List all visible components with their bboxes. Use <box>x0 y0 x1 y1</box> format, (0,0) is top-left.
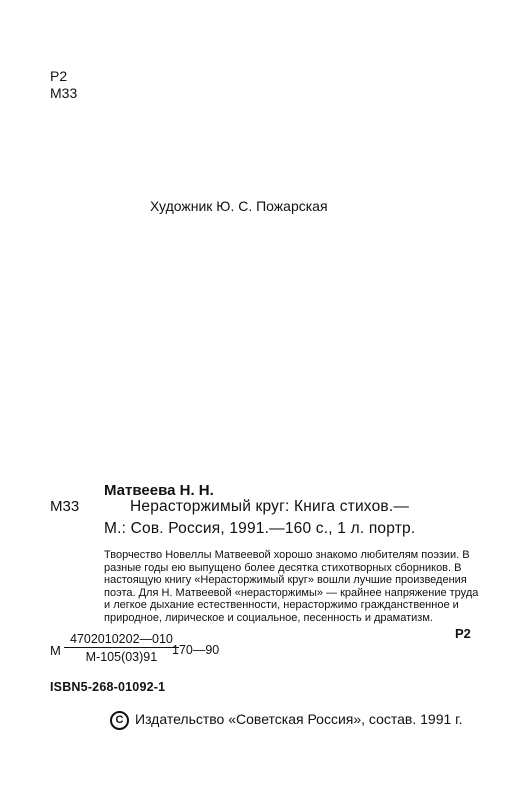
publication-info-line: М.: Сов. Россия, 1991.—160 с., 1 л. портр. <box>104 520 416 537</box>
illustrator-credit: Художник Ю. С. Пожарская <box>150 198 328 214</box>
book-title-line: Нерасторжимый круг: Книга стихов.— <box>130 498 410 515</box>
price-code-number: 170—90 <box>172 643 220 657</box>
udc-classification <box>50 68 77 102</box>
copyright-icon: C <box>110 711 129 730</box>
copyright-text: Издательство «Советская Россия», состав. 1991 г. <box>135 711 463 728</box>
annotation-text: Творчество Новеллы Матвеевой хорошо знакомо любителям поэзии. В разные годы ею выпущено более десятка стихотворных сборников. В настоящую книгу «Нерасторжимый круг» вошли лучшие произведения поэта. Для Н. Матвеевой «нерасторжимы» — крайнее напряжение труда и легкое дыхание естественности, нерасторжимо гражданственное и природное, лирическое и социальное, песенность и драматизм. <box>104 549 479 624</box>
udc-line-1: Р2 <box>50 68 68 84</box>
isbn: ISBN5-268-01092-1 <box>50 680 166 694</box>
price-code-denominator: М-105(03)91 <box>85 650 158 664</box>
price-code-letter: М <box>50 643 61 658</box>
price-code-fraction <box>64 632 179 664</box>
price-code-numerator: 4702010202—010 <box>64 632 179 648</box>
annotation-classification: Р2 <box>455 626 471 641</box>
author-name: Матвеева Н. Н. <box>104 482 214 499</box>
author-mark: М33 <box>50 498 80 515</box>
udc-line-2: М33 <box>50 85 78 101</box>
copyright-line <box>110 711 462 730</box>
